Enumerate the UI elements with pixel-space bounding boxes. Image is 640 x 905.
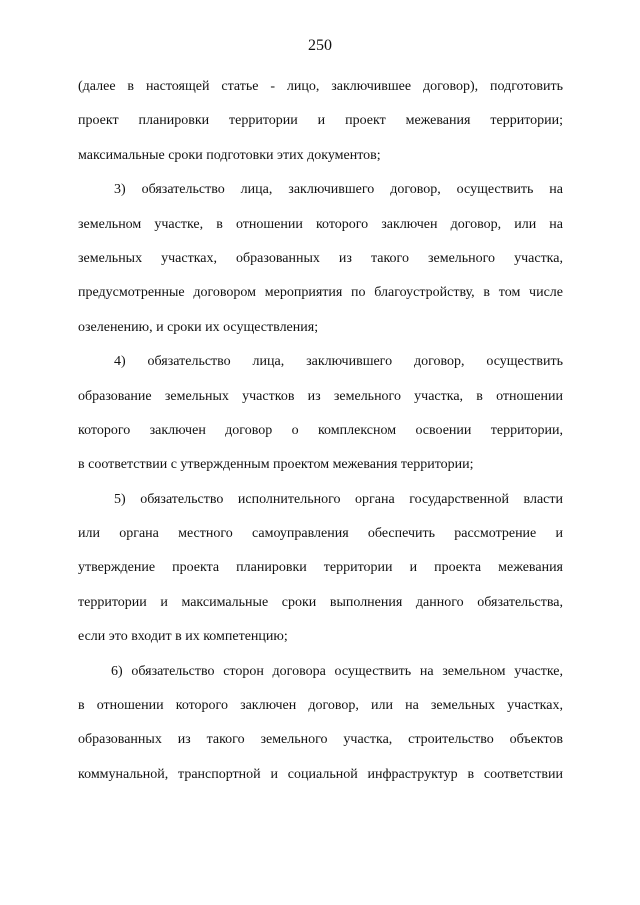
text-line: или органа местного самоуправления обеспечить рассмотрение и xyxy=(78,526,563,542)
page-number: 250 xyxy=(308,37,332,54)
paragraph-item-6 xyxy=(78,655,563,793)
text-line: (далее в настоящей статье - лицо, заключившее договор), подготовить xyxy=(78,79,563,94)
text-line: 4) обязательство лица, заключившего договор, осуществить xyxy=(114,354,563,370)
text-line: 5) обязательство исполнительного органа государственной власти xyxy=(114,491,563,507)
text-line: если это входит в их компетенцию; xyxy=(78,629,288,645)
text-line: образованных из такого земельного участка, строительство объектов xyxy=(78,732,563,748)
text-line: территории и максимальные сроки выполнения данного обязательства, xyxy=(78,594,563,610)
text-line: максимальные сроки подготовки этих документов; xyxy=(78,147,381,163)
paragraph-item-4 xyxy=(78,345,563,483)
text-line: 6) обязательство сторон договора осуществить на земельном участке, xyxy=(111,663,563,679)
paragraph-item-3 xyxy=(78,173,563,345)
text-line: в отношении которого заключен договор, или на земельных участках, xyxy=(78,698,563,714)
text-line: образование земельных участков из земельного участка, в отношении xyxy=(78,388,563,404)
text-line: предусмотренные договором мероприятия по благоустройству, в том числе xyxy=(78,285,563,301)
text-line: земельных участках, образованных из такого земельного участка, xyxy=(78,250,563,266)
text-line: которого заключен договор о комплексном освоении территории, xyxy=(78,422,563,438)
text-line: коммунальной, транспортной и социальной инфраструктур в соответствии xyxy=(78,766,563,782)
text-line: озеленению, и сроки их осуществления; xyxy=(78,319,319,335)
text-line: земельном участке, в отношении которого заключен договор, или на xyxy=(78,216,563,232)
text-line: проект планировки территории и проект межевания территории; xyxy=(78,113,563,129)
text-line: 3) обязательство лица, заключившего договор, осуществить на xyxy=(114,182,563,198)
text-line: в соответствии с утвержденным проектом межевания территории; xyxy=(78,457,474,473)
text-line: утверждение проекта планировки территории и проекта межевания xyxy=(78,560,563,576)
paragraph-intro xyxy=(78,70,563,173)
paragraph-item-5 xyxy=(78,483,563,655)
document-body xyxy=(78,70,563,792)
